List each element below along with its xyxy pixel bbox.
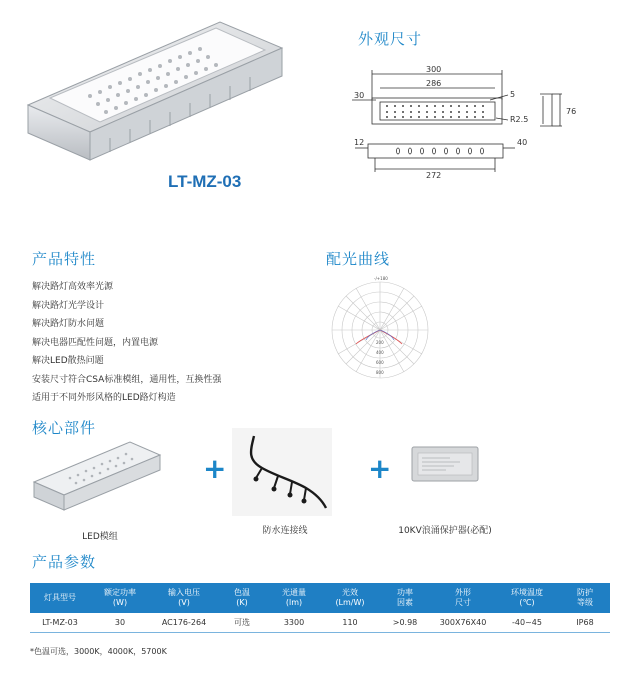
core-part-label-cable: 防水连接线	[262, 526, 308, 536]
svg-text:200: 200	[376, 340, 384, 345]
col-header-model	[30, 583, 90, 613]
features-title: 产品特性	[32, 250, 97, 268]
header-line: (V)	[178, 598, 190, 607]
col-header-ip	[560, 583, 610, 613]
svg-text:600: 600	[376, 360, 384, 365]
dim-inner-length: 286	[426, 79, 442, 88]
spec-table	[30, 583, 610, 633]
dim-height: 76	[566, 107, 577, 116]
cell-ip: IP68	[560, 613, 610, 633]
header-line: 因素	[397, 598, 413, 607]
core-part-label-led: LED模组	[82, 532, 118, 542]
header-line: 光通量	[282, 588, 306, 597]
dim-bottom-length: 272	[426, 171, 442, 180]
dim-end-width: 30	[354, 91, 365, 100]
feature-item: 解决电器匹配性问题，内置电源	[32, 337, 159, 348]
header-line: (K)	[236, 598, 248, 607]
cell-flux: 3300	[266, 613, 322, 633]
svg-text:800: 800	[376, 370, 384, 375]
dim-overall-length: 300	[426, 65, 442, 74]
waterproof-cable-image	[232, 428, 332, 516]
header-line: (Lm/W)	[335, 598, 365, 607]
col-header-temp	[494, 583, 560, 613]
model-name: LT-MZ-03	[168, 172, 242, 191]
cell-pf: >0.98	[378, 613, 432, 633]
col-header-flux	[266, 583, 322, 613]
header-line: 灯具型号	[44, 593, 76, 602]
feature-item: 安装尺寸符合CSA标准模组，通用性，互换性强	[32, 374, 222, 385]
header-line: 等级	[577, 598, 593, 607]
dim-side-right: 40	[517, 138, 528, 147]
cell-power: 30	[90, 613, 150, 633]
surge-protector-image	[410, 444, 480, 484]
header-line: 功率	[397, 588, 413, 597]
header-line: 输入电压	[168, 588, 200, 597]
cell-model: LT-MZ-03	[30, 613, 90, 633]
dim-radius: R2.5	[510, 115, 529, 124]
feature-item: 解决路灯防水问题	[32, 319, 105, 329]
cell-efficacy: 110	[322, 613, 378, 633]
footnote: *色温可选，3000K，4000K，5700K	[30, 647, 167, 656]
header-line: 额定功率	[104, 588, 136, 597]
light-curve-title: 配光曲线	[326, 250, 391, 268]
header-line: (℃)	[519, 598, 535, 607]
header-line: (W)	[112, 598, 128, 607]
polar-light-curve	[322, 270, 442, 390]
col-header-cct	[218, 583, 266, 613]
feature-item: 解决路灯光学设计	[32, 300, 105, 311]
params-title: 产品参数	[32, 553, 97, 571]
plus-sign: +	[368, 452, 392, 485]
header-line: 环境温度	[511, 588, 543, 597]
table-row	[30, 613, 610, 633]
col-header-power	[90, 583, 150, 613]
header-line: 光效	[342, 588, 358, 597]
led-module-product-image	[20, 10, 290, 180]
header-line: 色温	[234, 588, 250, 597]
svg-text:-/+180: -/+180	[374, 276, 388, 281]
col-header-pf	[378, 583, 432, 613]
feature-item: 适用于不同外形风格的LED路灯构造	[32, 393, 176, 403]
cell-voltage: AC176-264	[150, 613, 218, 633]
dimension-drawing	[340, 62, 585, 192]
plus-sign: +	[203, 452, 227, 485]
svg-text:400: 400	[376, 350, 384, 355]
header-line: 尺寸	[455, 598, 471, 607]
header-line: (lm)	[285, 598, 303, 607]
core-part-label-surge: 10KV浪涌保护器(必配)	[398, 526, 492, 536]
feature-item: 解决路灯高效率光源	[32, 282, 114, 292]
dimensions-title: 外观尺寸	[358, 30, 423, 48]
features-list	[32, 278, 292, 408]
cell-cct: 可选	[218, 613, 266, 633]
col-header-voltage	[150, 583, 218, 613]
col-header-size	[432, 583, 494, 613]
dim-slot: 5	[510, 90, 516, 99]
col-header-efficacy	[322, 583, 378, 613]
cell-size: 300X76X40	[432, 613, 494, 633]
core-parts-title: 核心部件	[32, 419, 97, 437]
spec-table-header	[30, 583, 610, 613]
dim-side-left: 12	[354, 138, 365, 147]
feature-item: 解决LED散热问题	[32, 356, 104, 366]
led-module-image	[30, 438, 165, 518]
header-line: 防护	[577, 588, 593, 597]
cell-temp: -40~45	[494, 613, 560, 633]
header-line: 外形	[455, 588, 471, 597]
